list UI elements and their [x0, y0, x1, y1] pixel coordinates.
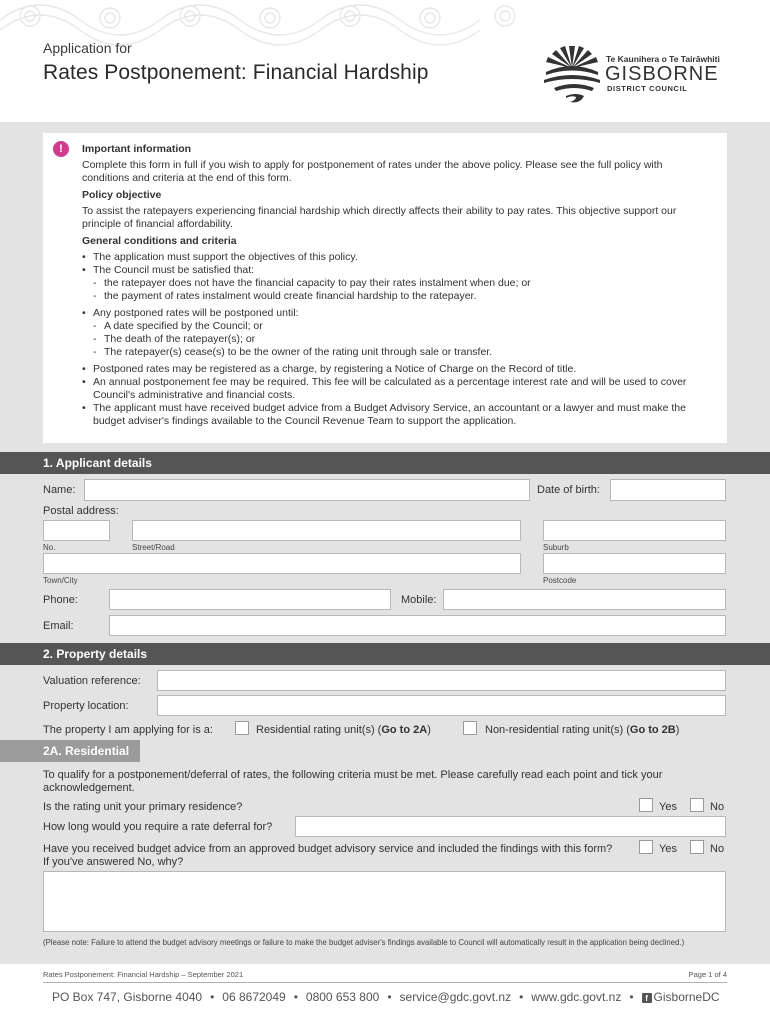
- website-link[interactable]: www.gdc.govt.nz: [531, 990, 622, 1004]
- postal-address: PO Box 747, Gisborne 4040: [52, 990, 203, 1004]
- budget-advice-no-checkbox[interactable]: [690, 840, 704, 854]
- footer-contact-line: PO Box 747, Gisborne 4040 • 06 8672049 • 0800 653 800 • service@gdc.govt.nz • www.gdc.govt.nz • f GisborneDC: [52, 990, 720, 1004]
- yes-label: Yes: [659, 801, 677, 813]
- street-number-field[interactable]: [43, 520, 110, 541]
- social-handle[interactable]: GisborneDC: [653, 990, 720, 1004]
- postal-address-label: Postal address:: [43, 505, 119, 517]
- important-text: Complete this form in full if you wish to apply for postponement of rates under the above policy. Please see the full policy with conditions and criteria at the end of this form.: [82, 159, 663, 184]
- list-item: - A date specified by the Council; or: [93, 320, 712, 333]
- why-no-question: If you've answered No, why?: [43, 856, 184, 868]
- section-applicant-details: [0, 452, 770, 474]
- facebook-icon: f: [642, 993, 652, 1003]
- deferral-duration-field[interactable]: [295, 816, 726, 837]
- exclamation-icon: !: [53, 141, 69, 157]
- dob-label: Date of birth:: [537, 484, 600, 496]
- postcode-caption: Postcode: [543, 576, 577, 585]
- page-title: Rates Postponement: Financial Hardship: [43, 61, 429, 84]
- name-label: Name:: [43, 484, 76, 496]
- conditions-heading: General conditions and criteria: [82, 235, 237, 247]
- list-item: - the payment of rates instalment would create financial hardship to the ratepayer.: [93, 290, 712, 303]
- primary-residence-question: Is the rating unit your primary residence?: [43, 801, 243, 813]
- non-residential-option-label: Non-residential rating unit(s) (Go to 2B): [485, 724, 680, 736]
- town-caption: Town/City: [43, 576, 78, 585]
- budget-advice-question: Have you received budget advice from an approved budget advisory service and included the findings with this form?: [43, 843, 613, 855]
- info-content: [82, 143, 712, 428]
- email-link[interactable]: service@gdc.govt.nz: [399, 990, 512, 1004]
- important-heading: Important information: [82, 143, 192, 155]
- dob-field[interactable]: [610, 479, 726, 501]
- no-caption: No.: [43, 543, 56, 552]
- primary-residence-no-checkbox[interactable]: [690, 798, 704, 812]
- freephone-number: 0800 653 800: [305, 990, 380, 1004]
- email-label: Email:: [43, 620, 74, 632]
- criteria-intro: To qualify for a postponement/deferral of rates, the following criteria must be met. Please carefully read each point and tick your acknowledgement.: [43, 769, 663, 794]
- phone-field[interactable]: [109, 589, 391, 610]
- town-city-field[interactable]: [43, 553, 521, 574]
- residential-checkbox[interactable]: [235, 721, 249, 735]
- valuation-label: Valuation reference:: [43, 675, 141, 687]
- page-number: Page 1 of 4: [688, 970, 727, 979]
- property-location-label: Property location:: [43, 700, 129, 712]
- property-location-field[interactable]: [157, 695, 726, 716]
- list-item: • Postponed rates may be registered as a charge, by registering a Notice of Charge on the Record of title.: [82, 363, 712, 376]
- section-property-details: [0, 643, 770, 665]
- street-road-field[interactable]: [132, 520, 521, 541]
- mobile-label: Mobile:: [401, 594, 437, 606]
- page-header: [0, 0, 770, 122]
- list-item: • The application must support the objectives of this policy.: [82, 251, 712, 264]
- logo-tagline: Te Kaunihera o Te Tairāwhiti: [606, 54, 720, 64]
- important-information-box: [43, 133, 727, 443]
- no-label: No: [710, 801, 725, 813]
- street-caption: Street/Road: [132, 543, 175, 552]
- list-item: - the ratepayer does not have the financial capacity to pay their rates instalment when due; or: [93, 277, 712, 290]
- section-title: 1. Applicant details: [43, 456, 152, 470]
- list-item: • The Council must be satisfied that: - the ratepayer does not have the financial capacity to pay their rates instalment when due; or - the payment of rates instalment would create financial hardship to the ratepayer.: [82, 264, 712, 303]
- suburb-caption: Suburb: [543, 543, 569, 552]
- mobile-field[interactable]: [443, 589, 726, 610]
- primary-residence-yes-checkbox[interactable]: [639, 798, 653, 812]
- logo-name: GISBORNE: [605, 63, 719, 85]
- suburb-field[interactable]: [543, 520, 726, 541]
- phone-label: Phone:: [43, 594, 78, 606]
- valuation-reference-field[interactable]: [157, 670, 726, 691]
- conditions-list: [82, 251, 712, 428]
- name-field[interactable]: [84, 479, 530, 501]
- council-logo: [540, 44, 740, 114]
- applying-for-label: The property I am applying for is a:: [43, 724, 213, 736]
- list-item: • Any postponed rates will be postponed until: - A date specified by the Council; or - The death of the ratepayer(s); or - The ratepayer(s) cease(s) to be the owner of the rating unit through sale or transfer.: [82, 307, 712, 359]
- budget-advice-yes-checkbox[interactable]: [639, 840, 653, 854]
- objective-heading: Policy objective: [82, 189, 162, 201]
- email-field[interactable]: [109, 615, 726, 636]
- list-item: - The ratepayer(s) cease(s) to be the owner of the rating unit through sale or transfer.: [93, 346, 712, 359]
- phone-number: 06 8672049: [222, 990, 286, 1004]
- section-title: 2. Property details: [43, 647, 148, 661]
- list-item: • The applicant must have received budget advice from a Budget Advisory Service, an accountant or a lawyer and must make the budget adviser's findings available to the Council Revenue Team to support the application.: [82, 402, 712, 428]
- objective-text: To assist the ratepayers experiencing financial hardship which directly affects their ability to pay rates. This objective support our principle of financial affordability.: [82, 205, 677, 230]
- why-no-textarea[interactable]: [43, 871, 726, 932]
- list-item: - The death of the ratepayer(s); or: [93, 333, 712, 346]
- logo-council: DISTRICT COUNCIL: [607, 84, 688, 93]
- form-reference: Rates Postponement: Financial Hardship – September 2021: [43, 970, 244, 979]
- residential-option-label: Residential rating unit(s) (Go to 2A): [256, 724, 431, 736]
- application-for-label: Application for: [43, 40, 132, 56]
- deferral-duration-question: How long would you require a rate deferral for?: [43, 821, 273, 833]
- yes-label: Yes: [659, 843, 677, 855]
- list-item: • An annual postponement fee may be required. This fee will be calculated as a percentage interest rate and will be used to cover Council's administrative and financial costs.: [82, 376, 712, 402]
- non-residential-checkbox[interactable]: [463, 721, 477, 735]
- sunrise-emblem-icon: [540, 44, 604, 110]
- section-2a-residential: [0, 740, 140, 762]
- footer-reference-bar: [43, 969, 727, 983]
- postcode-field[interactable]: [543, 553, 726, 574]
- no-label: No: [710, 843, 725, 855]
- budget-advice-note: (Please note: Failure to attend the budget advisory meetings or failure to make the budget adviser's findings available to Council will automatically result in the application being declined.): [43, 938, 685, 947]
- section-title: 2A. Residential: [43, 744, 130, 758]
